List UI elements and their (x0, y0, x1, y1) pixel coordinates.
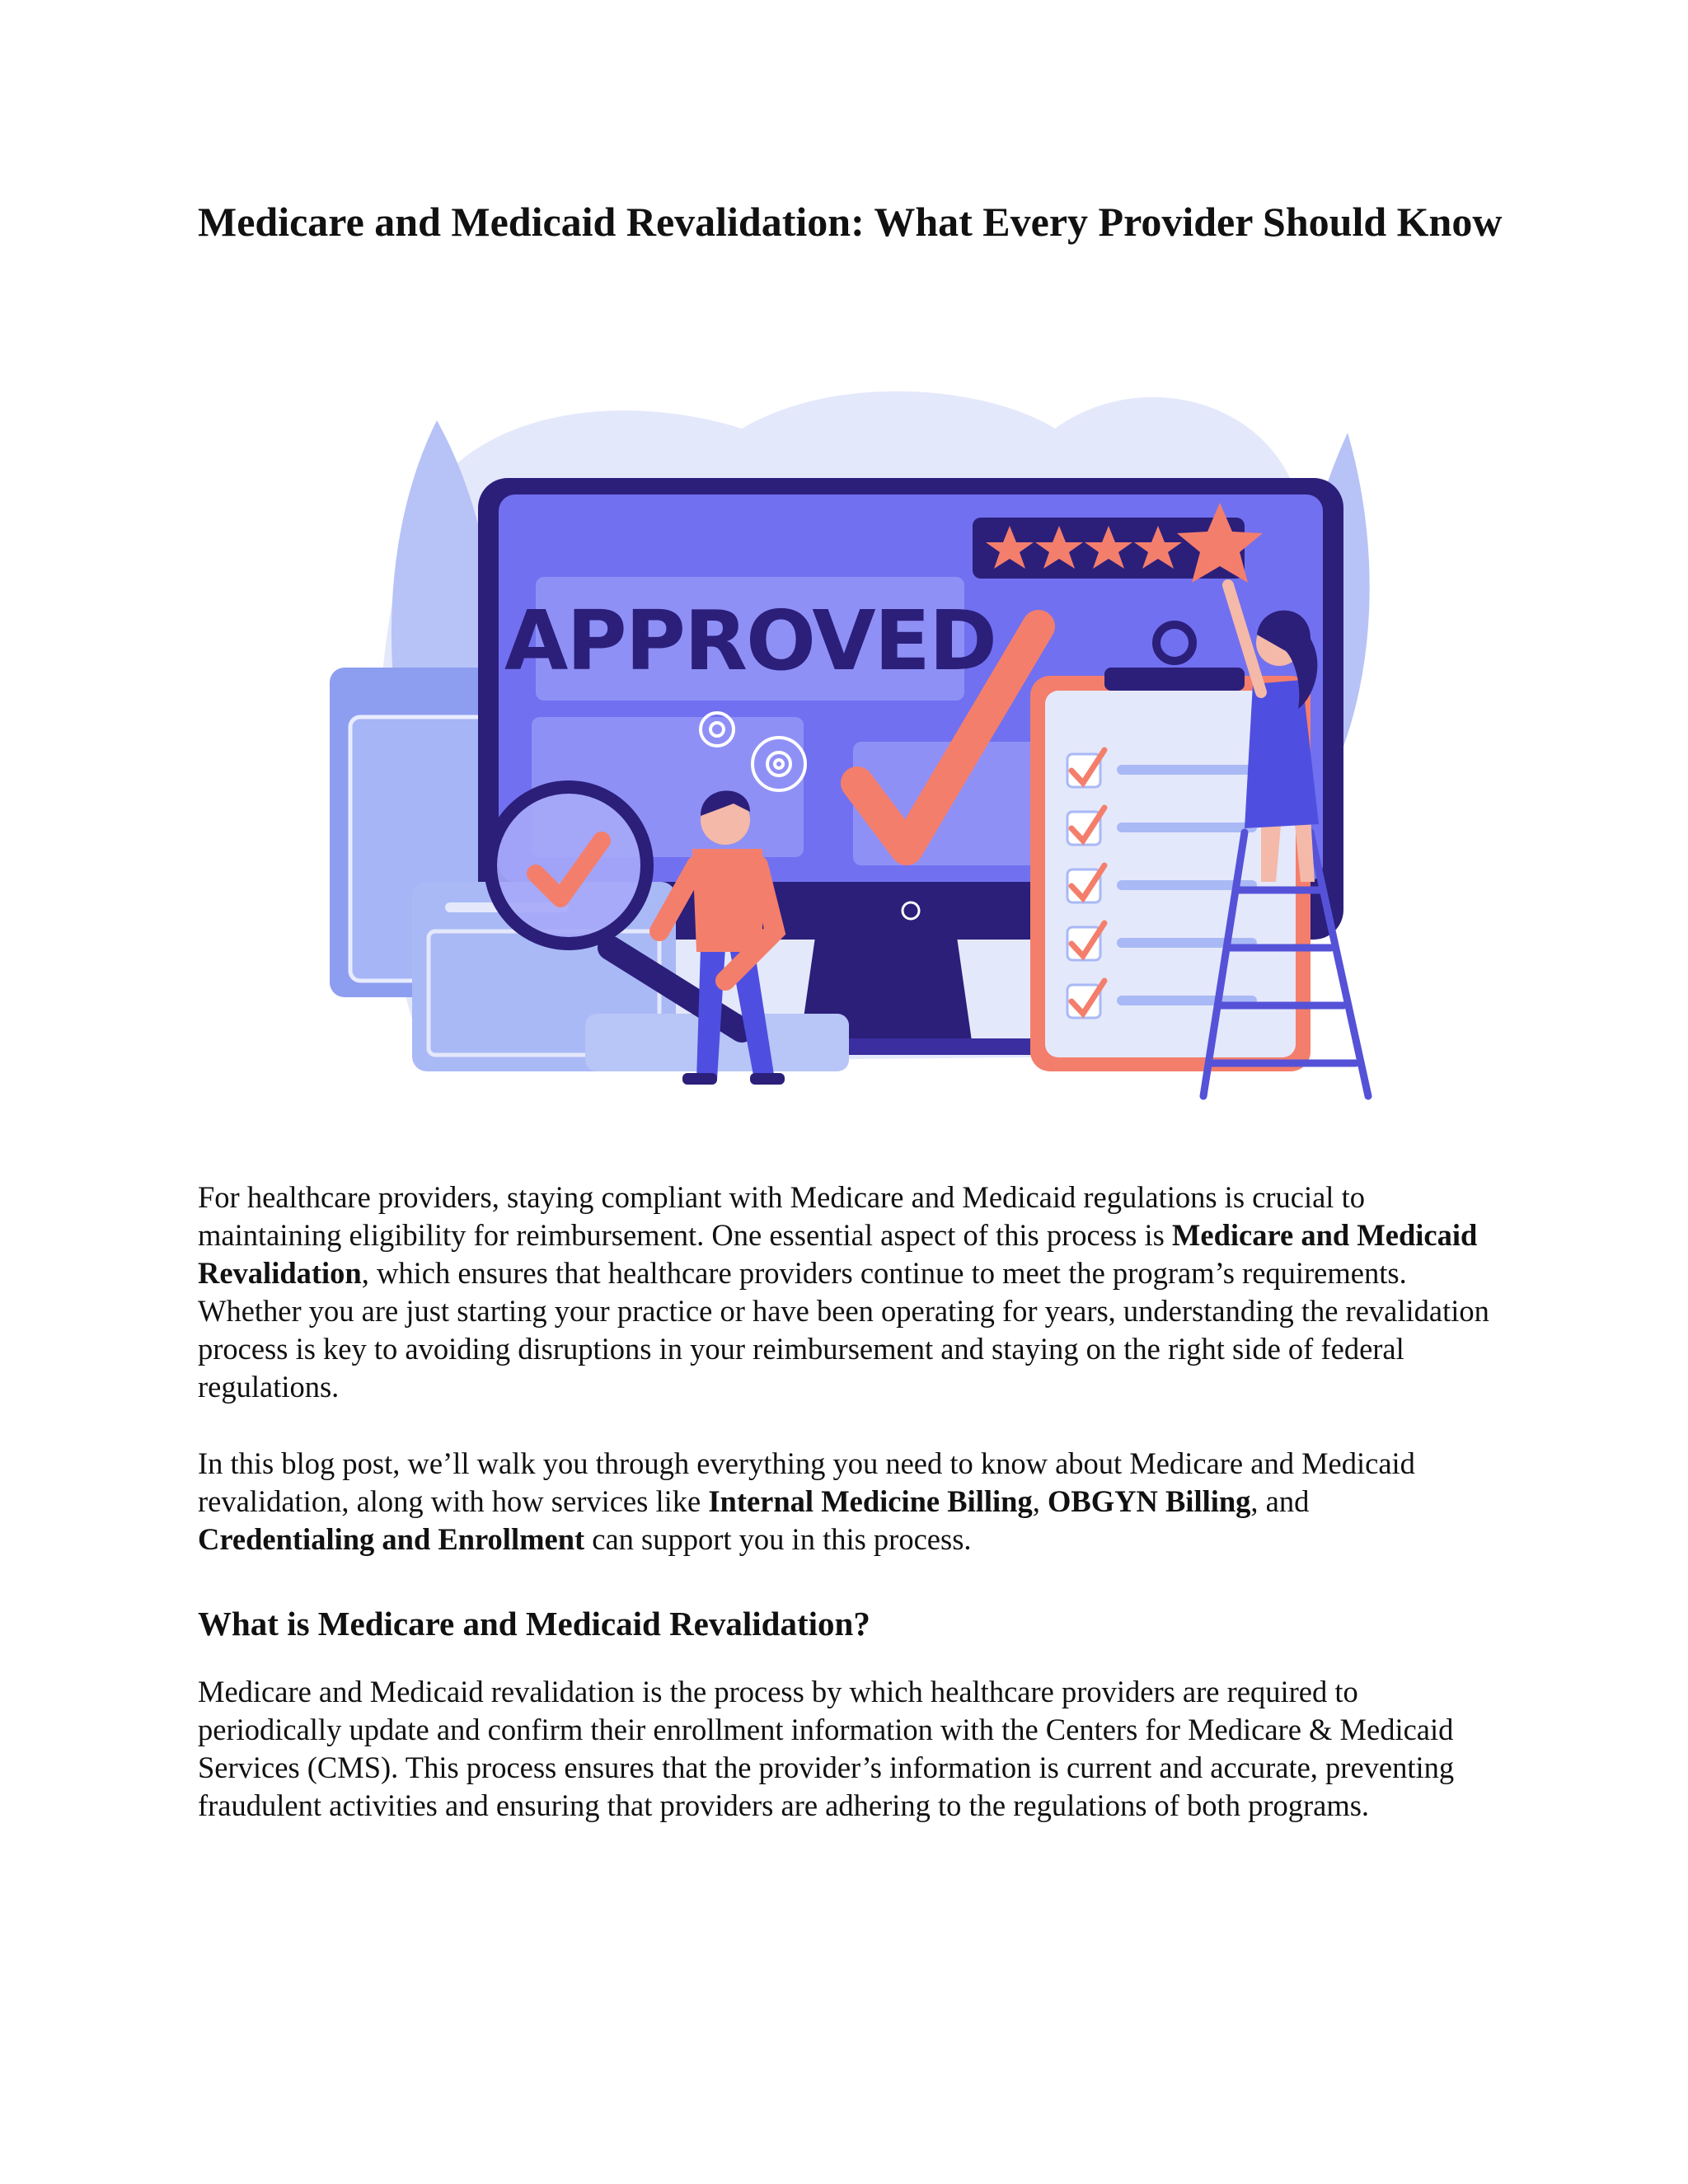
clipboard-clip (1104, 668, 1245, 691)
page-title: Medicare and Medicaid Revalidation: What Every Provider Should Know (198, 199, 1503, 245)
approved-stamp-text: APPROVED (504, 593, 996, 689)
intro-paragraph: For healthcare providers, staying compliant with Medicare and Medicaid regulations is crucial to maintaining eligibility for reimbursement. One essential aspect of this process is Medicare and Medicaid Revalidation, which ensures that healthcare providers continue to meet the program’s requirements. Whether you are just starting your practice or have been operating for years, understanding the revalidation process is key to avoiding disruptions in your reimbursement and staying on the right side of federal regulations. (198, 1180, 1489, 1404)
hero-illustration (313, 354, 1401, 1113)
bold-term: OBGYN Billing (1047, 1484, 1251, 1518)
blog-overview-paragraph: In this blog post, we’ll walk you through everything you need to know about Medicare and Medicaid revalidation, along with how services like Internal Medicine Billing, OBGYN Billing, and Credentialing and Enrollment can support you in this process. (198, 1446, 1415, 1556)
bold-term: Credentialing and Enrollment (198, 1522, 585, 1556)
bold-term: Internal Medicine Billing (708, 1484, 1033, 1518)
definition-paragraph: Medicare and Medicaid revalidation is the process by which healthcare providers are required to periodically update and confirm their enrollment information with the Centers for Medicare & Medicaid Services (CMS). This process ensures that the provider’s information is current and accurate, preventing fraudulent activities and ensuring that providers are adhering to the regulations of both programs. (198, 1675, 1455, 1822)
section-heading: What is Medicare and Medicaid Revalidation? (198, 1605, 870, 1643)
bold-term: Medicare and Medicaid Revalidation (198, 1218, 1478, 1290)
